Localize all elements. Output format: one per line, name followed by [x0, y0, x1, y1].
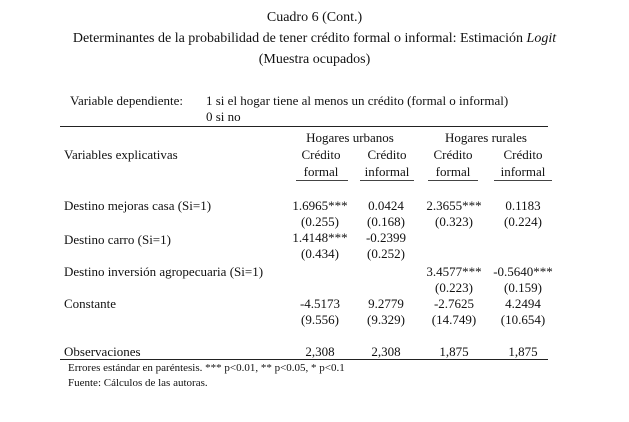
group-header-rurales: Hogares rurales [445, 130, 527, 145]
se-mejoras-urban-formal: (0.255) [301, 214, 339, 229]
header-underline [494, 180, 552, 181]
se-constante-urban-informal: (9.329) [367, 312, 405, 327]
dependent-variable-label: Variable dependiente: [70, 93, 183, 108]
se-agro-rural-formal: (0.223) [435, 280, 473, 295]
header-underline [360, 180, 414, 181]
se-agro-rural-informal: (0.159) [504, 280, 542, 295]
coef-constante-urban-informal: 9.2779 [368, 296, 404, 311]
col-header-rural-informal: informal [500, 164, 546, 179]
obs-urban-formal: 2,308 [305, 344, 335, 359]
se-constante-rural-formal: (14.749) [431, 312, 477, 327]
se-mejoras-urban-informal: (0.168) [367, 214, 405, 229]
se-carro-urban-formal: (0.434) [301, 246, 339, 261]
se-constante-urban-formal: (9.556) [301, 312, 339, 327]
coef-mejoras-urban-informal: 0.0424 [368, 198, 404, 213]
obs-rural-formal: 1,875 [439, 344, 469, 359]
header-underline [296, 180, 348, 181]
coef-agro-rural-informal: -0.5640*** [493, 264, 553, 279]
variables-column-header: Variables explicativas [64, 147, 178, 162]
col-header-urban-formal: formal [303, 164, 339, 179]
coef-constante-rural-informal: 4.2494 [505, 296, 541, 311]
table-title: Cuadro 6 (Cont.) [266, 10, 363, 25]
note-source: Fuente: Cálculos de las autoras. [68, 377, 208, 389]
se-constante-rural-informal: (10.654) [500, 312, 546, 327]
col-header-rural-formal-credito: Crédito [433, 147, 473, 162]
group-header-urbanos: Hogares urbanos [306, 130, 394, 145]
coef-mejoras-rural-informal: 0.1183 [505, 198, 541, 213]
row-label-observaciones: Observaciones [64, 344, 141, 359]
dependent-variable-value-0: 0 si no [206, 109, 241, 124]
col-header-rural-formal: formal [435, 164, 471, 179]
table-sample-note: (Muestra ocupados) [258, 52, 371, 67]
obs-urban-informal: 2,308 [371, 344, 401, 359]
col-header-urban-informal: informal [364, 164, 410, 179]
col-header-urban-formal-credito: Crédito [301, 147, 341, 162]
se-mejoras-rural-informal: (0.224) [504, 214, 542, 229]
coef-carro-urban-formal: 1.4148*** [292, 230, 348, 245]
col-header-rural-informal-credito: Crédito [503, 147, 543, 162]
row-label-carro: Destino carro (Si=1) [64, 232, 171, 247]
row-label-mejoras-casa: Destino mejoras casa (Si=1) [64, 198, 212, 213]
table-bottom-rule [60, 359, 548, 360]
coef-constante-urban-formal: -4.5173 [299, 296, 341, 311]
se-carro-urban-informal: (0.252) [367, 246, 405, 261]
header-underline [428, 180, 478, 181]
table-subtitle [0, 31, 629, 47]
note-standard-errors: Errores estándar en paréntesis. *** p<0.01, ** p<0.05, * p<0.1 [68, 362, 345, 374]
obs-rural-informal: 1,875 [508, 344, 538, 359]
coef-agro-rural-formal: 3.4577*** [426, 264, 482, 279]
dependent-variable-value-1: 1 si el hogar tiene al menos un crédito (formal o informal) [206, 93, 509, 108]
col-header-urban-informal-credito: Crédito [367, 147, 407, 162]
row-label-inversion-agropecuaria: Destino inversión agropecuaria (Si=1) [64, 264, 264, 279]
coef-mejoras-rural-formal: 2.3655*** [426, 198, 482, 213]
subtitle-main-text: Determinantes de la probabilidad de tener crédito formal o informal: Estimación [72, 31, 527, 46]
coef-carro-urban-informal: -0.2399 [365, 230, 407, 245]
table-top-rule [60, 126, 548, 127]
coef-constante-rural-formal: -2.7625 [433, 296, 475, 311]
row-label-constante: Constante [64, 296, 116, 311]
subtitle-italic-text: Logit [526, 31, 557, 46]
se-mejoras-rural-formal: (0.323) [435, 214, 473, 229]
coef-mejoras-urban-formal: 1.6965*** [292, 198, 348, 213]
